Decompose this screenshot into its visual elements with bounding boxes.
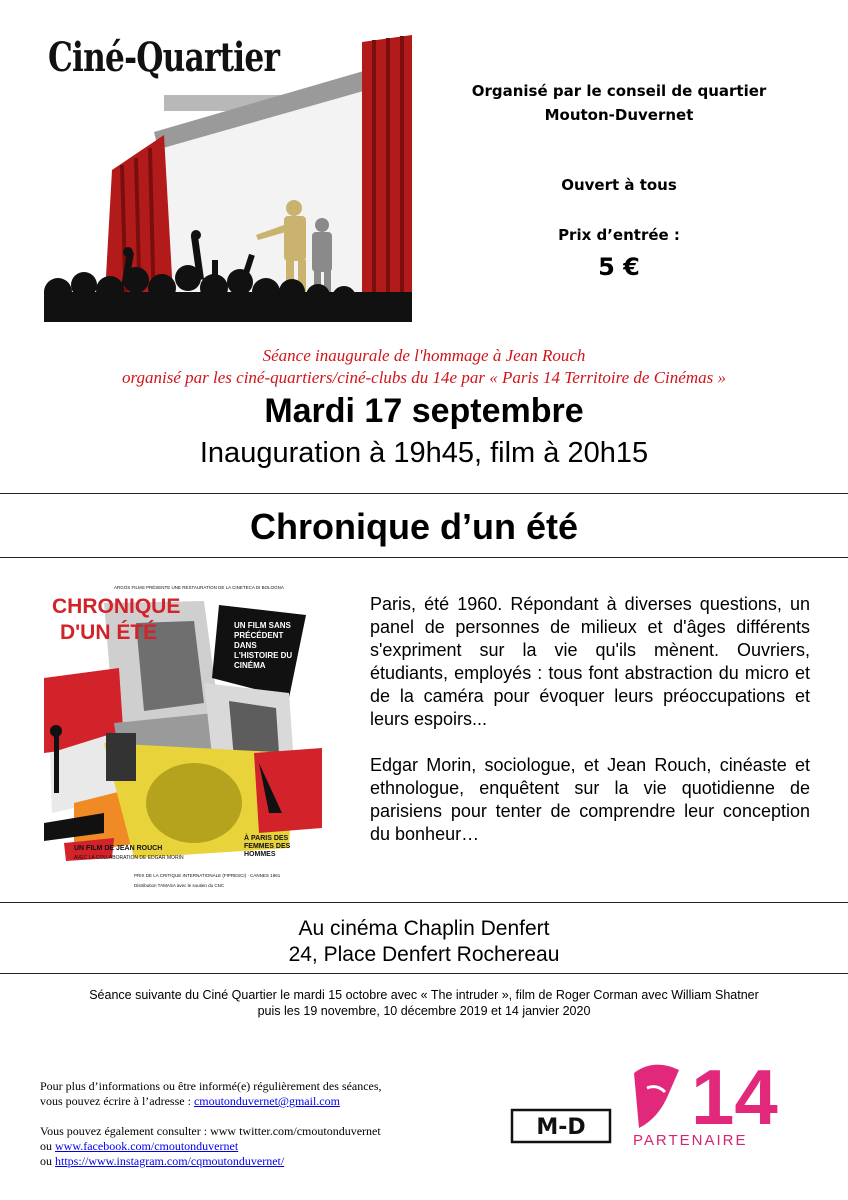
divider [0, 557, 848, 558]
price-label: Prix d’entrée : [558, 226, 680, 244]
poster-director: UN FILM DE JEAN ROUCH [74, 845, 163, 852]
divider [0, 493, 848, 494]
poster-collab: AVEC LA COLLABORATION DE EDGAR MORIN [74, 855, 184, 861]
poster-tagline: UN FILM SANS PRÉCÉDENT DANS L'HISTOIRE DU CINÉMA [234, 621, 293, 670]
or-label: ou [40, 1139, 55, 1153]
contact-info [40, 1079, 440, 1169]
contact-email-prefix: vous pouvez écrire à l’adresse : [40, 1094, 194, 1108]
film-poster [44, 583, 322, 901]
organizer-text [452, 79, 786, 127]
divider [0, 973, 848, 974]
email-link[interactable]: cmoutonduvernet@gmail.com [193, 1094, 340, 1108]
synopsis-paragraph-1: Paris, été 1960. Répondant à diverses questions, un panel de personnes de milieux et d'âges différents s'expriment sur la vie qu'ils mènent. Ouvriers, étudiants, employés : tous font abstraction du micro et de la caméra pour évoquer leurs préoccupations et leurs espoirs... [370, 594, 810, 729]
film-title: Chronique d’un été [250, 506, 578, 547]
poster-title-line-2: D'UN ÉTÉ [60, 621, 158, 644]
film-synopsis [370, 593, 810, 869]
open-to-all: Ouvert à tous [561, 176, 677, 194]
contact-line-5 [40, 1154, 440, 1169]
poster-collage [44, 583, 322, 901]
partenaire-label: PARTENAIRE [633, 1132, 748, 1149]
contact-line-4 [40, 1139, 440, 1154]
poster-top-credit: ARGOS FILMS PRÉSENTE UNE RESTAURATION DE LA CINETECA DI BOLOGNA [114, 585, 284, 590]
contact-line-3: Vous pouvez également consulter : www twitter.com/cmoutonduvernet [40, 1124, 381, 1138]
cine-quartier-logo [44, 30, 412, 322]
poster-title-line-1: CHRONIQUE [52, 595, 181, 618]
synopsis-paragraph-2: Edgar Morin, sociologue, et Jean Rouch, cinéaste et ethnologue, enquêtent sur la vie quotidienne de parisiens pour tenter de comprendre leur conception du bonheur… [370, 755, 810, 844]
price-value: 5 € [598, 253, 640, 281]
organizer-line-1: Organisé par le conseil de quartier [471, 82, 767, 100]
md-logo-text: M-D [536, 1115, 586, 1140]
organizer-line-2: Mouton-Duvernet [544, 106, 694, 124]
venue-name: Au cinéma Chaplin Denfert [298, 917, 550, 940]
poster-prize: PRIX DE LA CRITIQUE INTERNATIONALE (FIPRESCI) · CANNES 1961 [134, 873, 281, 878]
poster-bottom-right: À PARIS DES FEMMES DES HOMMES [244, 835, 291, 858]
contact-line-2 [40, 1094, 440, 1109]
logo-14-number: 14 [691, 1053, 778, 1141]
poster-distribution: Distribution TAMASA avec le soutien du CNC [134, 883, 225, 888]
next-screening-2: puis les 19 novembre, 10 décembre 2019 et 14 janvier 2020 [257, 1004, 591, 1018]
event-subtitle-2: organisé par les ciné-quartiers/ciné-clubs du 14e par « Paris 14 Territoire de Cinémas » [122, 368, 726, 387]
logo-title: Ciné-Quartier [48, 34, 280, 81]
facebook-link[interactable]: www.facebook.com/cmoutonduvernet [55, 1139, 239, 1153]
next-screening-1: Séance suivante du Ciné Quartier le mardi 15 octobre avec « The intruder », film de Roger Corman avec William Shatner [89, 988, 759, 1002]
instagram-link[interactable]: https://www.instagram.com/cqmoutonduvernet/ [55, 1154, 285, 1168]
venue-address: 24, Place Denfert Rochereau [288, 943, 560, 966]
contact-line-1: Pour plus d’informations ou être informé(e) régulièrement des séances, [40, 1079, 382, 1093]
event-time: Inauguration à 19h45, film à 20h15 [199, 437, 649, 469]
event-date: Mardi 17 septembre [264, 392, 584, 430]
event-subtitle-1: Séance inaugurale de l'hommage à Jean Rouch [262, 346, 586, 365]
or-label: ou [40, 1154, 55, 1168]
divider [0, 902, 848, 903]
md-logo [511, 1109, 611, 1143]
